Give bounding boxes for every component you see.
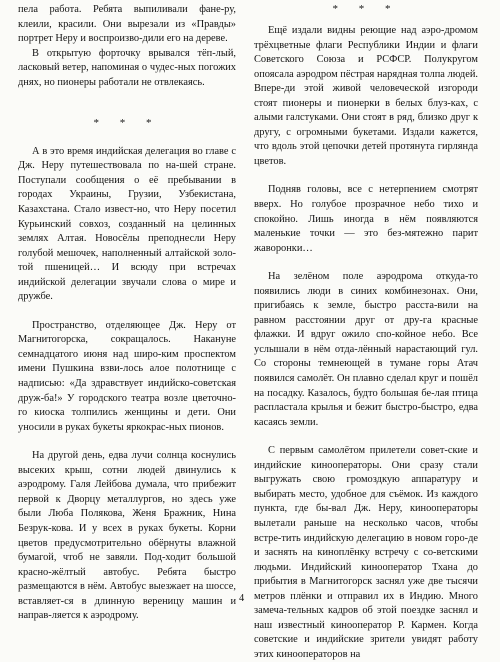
paragraph: В открытую форточку врывался тёп-лый, ласковый ветер, напоминая о чудес-ных погожих днях, но пионеры работали не отвлекаясь. bbox=[18, 47, 236, 88]
paragraph: Подняв головы, все с нетерпением смотрят вверх. Но голубое прозрачное небо тихо и спокойно. Лишь иногда в нём появляются маленькие точки — это без-мятежно парит жаворонки… bbox=[254, 184, 478, 254]
paragraph: пела работа. Ребята выпиливали фане-ру, клеили, красили. Они вырезали из «Правды» портрет Неру и воспроизво-дили его на дереве. bbox=[18, 4, 236, 45]
paragraph: На другой день, едва лучи солнца коснулись высеких крыш, сотни людей двинулись к аэродрому. Галя Лейбова думала, что прибежит первой к Дворцу металлургов, но здесь уже были Люба Полякова, Женя Бражник, Нина Безрук-кова. И у всех в руках букеты. Корни цветов предусмотрительно обёрнуты влажной бумагой, чтоб не завяли. Под-ходит большой красно-жёлтый автобус. Ребята быстро размещаются в нём. Автобус выезжает на шоссе, вставляет-ся в длинную вереницу машин и направ-ляется к аэродрому. bbox=[18, 450, 236, 622]
left-column bbox=[18, 3, 236, 624]
section-separator: * * * bbox=[93, 117, 161, 130]
right-column bbox=[254, 24, 478, 662]
paragraph: На зелёном поле аэродрома откуда-то появились люди в синих комбинезонах. Они, пригибаясь к земле, быстро расста-вили на равном расстоянии друг от дру-га красные флажки. И вдруг ожило спо-койное небо. Все услышали в нём отда-лённый нарастающий гул. Со стороны темнеющей в тумане горы Атач появился самолёт. Он плавно сделал круг и пошёл на посадку. Казалось, будто большая бе-лая птица распластала крылья и бежит быстро-быстро, едва касаясь земли. bbox=[254, 271, 478, 428]
paragraph: Ещё издали видны реющие над аэро-дромом трёхцветные флаги Республики Индии и флаги Советского Союза и РСФСР. Полукругом опоясала аэродром пёстрая нарядная толпа людей. Впере-ди этой живой человеческой изгороди стоят пионеры и пионерки в белых блуз-ках, с алыми галстуками. Они стоят в ряд, близко друг к другу, с огромными букетами. Издали кажется, что вдоль этой цепочки детей протянута гирлянда цветов. bbox=[254, 25, 478, 167]
paragraph: С первым самолётом прилетели совет-ские и индийские кинооператоры. Они сразу стали выгружать свою громоздкую аппаратуру и выбирать место, удобное для съёмок. Из каждого пункта, где бы-вал Дж. Неру, кинооператоры вылетали раньше на несколько часов, чтобы встре-тить индийскую делегацию в новом горо-де и заснять на киноплёнку встречу с со-ветскими людьми. Индийский кинооператор Тхана до прибытия в Магнитогорск заснял уже две тысячи метров плёнки и отправил их в Индию. Много замеча-тельных кадров об этой поездке заснял и наш известный кинооператор Р. Кармен. Когда советские и индийские зрители увидят работу этих кинооператоров на bbox=[254, 445, 478, 660]
paragraph: А в это время индийская делегация во главе с Дж. Неру путешествовала по на-шей стране. Поступали сообщения о её пребывании в городах Украины, Грузии, Узбекистана, Казахстана. Стало извест-но, что Неру посетил Курьинский совхоз, созданный на целинных землях Алтая. Новосёлы преподнесли Неру голубой мешочек, наполненный алтайской золо-той пшеницей… И всюду при встречах индийской делегации звучали слова о мире и дружбе. bbox=[18, 145, 236, 303]
paragraph: Пространство, отделяющее Дж. Неру от Магнитогорска, сокращалось. Накануне семнадцатого июня над широ-ким проспектом имени Пушкина взви-лось алое полотнище с надписью: «Да здравствует индийско-советская друж-ба!» У городского театра возле цветочно-го киоска толпились женщины и дети. Они уносили в руках букеты яркокрас-ных пионов. bbox=[18, 319, 236, 433]
page-number: 4 bbox=[239, 593, 245, 604]
section-separator: * * * bbox=[332, 3, 400, 15]
